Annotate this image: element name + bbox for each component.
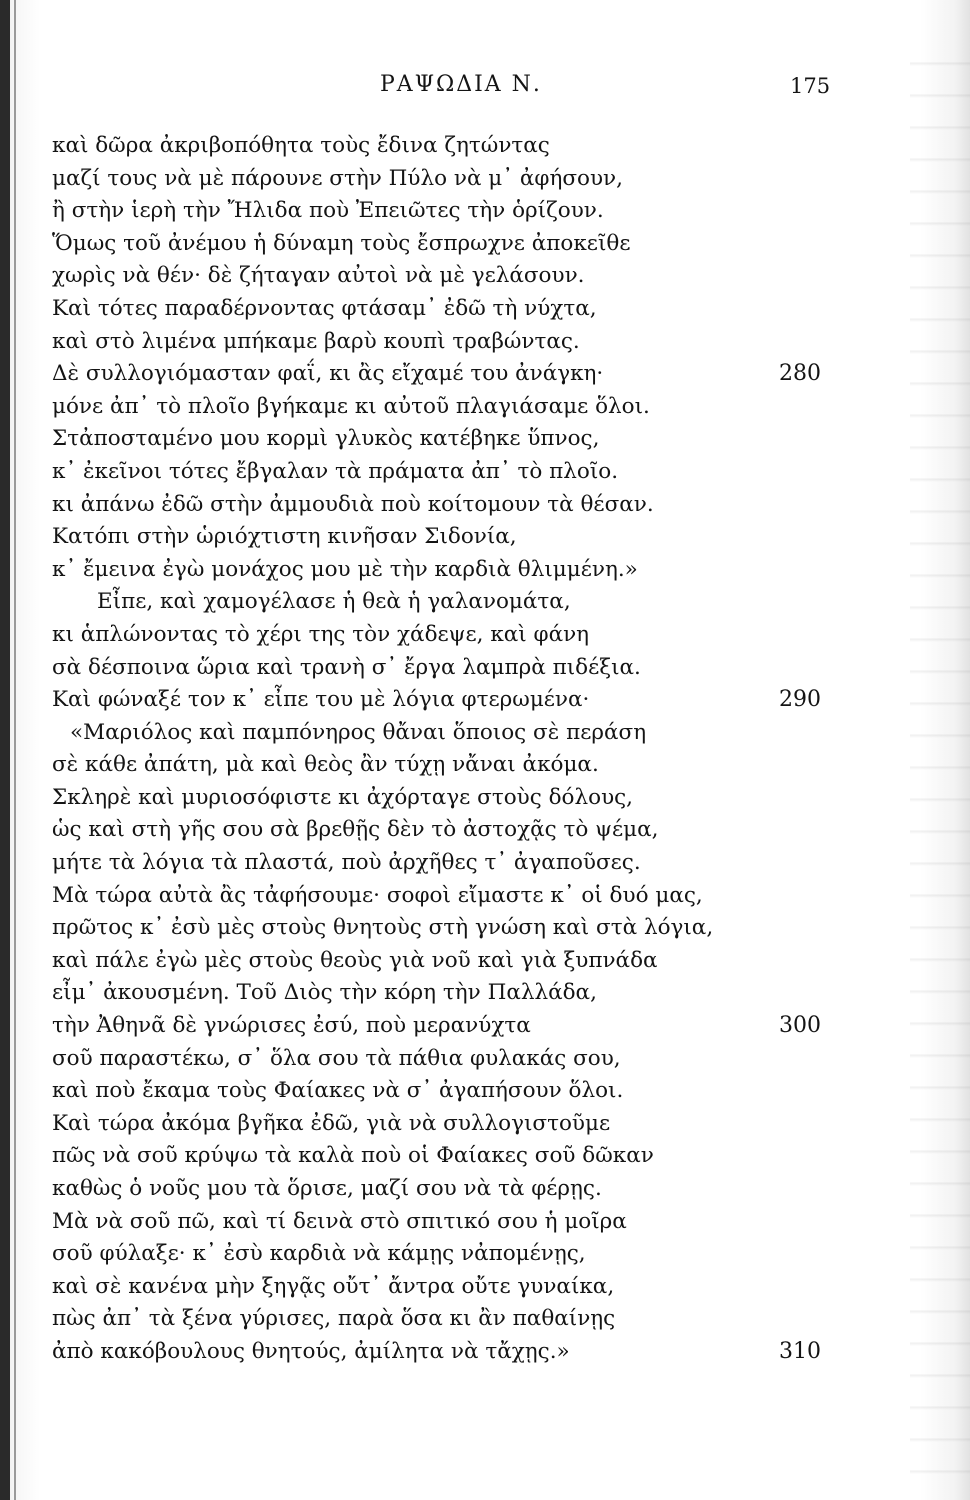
verse-text: ἢ στὴν ἱερὴ τὴν Ἤλιδα ποὺ Ἐπειῶτες τὴν ὁρίζουν.	[52, 198, 604, 224]
verse-line	[52, 423, 842, 456]
verse-text: «Μαριόλος καὶ παμπόνηρος θἄναι ὅποιος σὲ περάση	[70, 719, 647, 745]
verse-line	[52, 228, 842, 261]
verse-line	[52, 1336, 842, 1369]
verse-text: Μὰ νὰ σοῦ πῶ, καὶ τί δεινὰ στὸ σπιτικό σου ἡ μοῖρα	[52, 1208, 627, 1234]
verse-line	[52, 130, 842, 163]
verse-text: σοῦ παραστέκω, σ᾽ ὅλα σου τὰ πάθια φυλακάς σου,	[52, 1045, 621, 1071]
verse-line	[52, 717, 842, 750]
verse-line	[52, 749, 842, 782]
verse-text: Κατόπι στὴν ὡριόχτιστη κινῆσαν Σιδονία,	[52, 524, 517, 550]
verse-line	[52, 977, 842, 1010]
verse-text: Ὅμως τοῦ ἀνέμου ἡ δύναμη τοὺς ἔσπρωχνε ἀποκεῖθε	[52, 230, 631, 256]
verse-text: σὲ κάθε ἀπάτη, μὰ καὶ θεὸς ἂν τύχῃ νἄναι ἀκόμα.	[52, 752, 599, 778]
verse-text: καθὼς ὁ νοῦς μου τὰ ὅρισε, μαζί σου νὰ τὰ φέρῃς.	[52, 1176, 602, 1201]
running-header: ΡΑΨΩΔΙΑ Ν.	[380, 72, 542, 97]
verse-line	[52, 814, 842, 847]
verse-line	[52, 1108, 842, 1141]
verse-line	[52, 1043, 842, 1076]
verse-line	[52, 358, 842, 391]
verse-line	[52, 912, 842, 945]
verse-line	[52, 880, 842, 913]
verse-text: καὶ ποὺ ἔκαμα τοὺς Φαίακες νὰ σ᾽ ἀγαπήσουν ὅλοι.	[52, 1078, 624, 1104]
verse-text: πρῶτος κ᾽ ἐσὺ μὲς στοὺς θνητοὺς στὴ γνώση καὶ στὰ λόγια,	[52, 915, 714, 941]
line-number: 300	[779, 1013, 821, 1039]
verse-text: Καὶ φώναξέ τον κ᾽ εἶπε του μὲ λόγια φτερωμένα·	[52, 687, 590, 713]
verse-line	[52, 1271, 842, 1304]
verse-text: μήτε τὰ λόγια τὰ πλαστά, ποὺ ἀρχῆθες τ᾽ ἀγαποῦσες.	[52, 850, 641, 876]
verse-text: κι ἀπάνω ἐδῶ στὴν ἀμμουδιὰ ποὺ κοίτομουν τὰ θέσαν.	[52, 491, 654, 517]
verse-text: Εἶπε, καὶ χαμογέλασε ἡ θεὰ ἡ γαλανομάτα,	[97, 589, 571, 615]
verse-text: τὴν Ἀθηνᾶ δὲ γνώρισες ἐσύ, ποὺ μερανύχτα	[52, 1013, 531, 1039]
verse-text: Καὶ τώρα ἀκόμα βγῆκα ἐδῶ, γιὰ νὰ συλλογιστοῦμε	[52, 1110, 611, 1136]
verse-text: καὶ στὸ λιμένα μπήκαμε βαρὺ κουπὶ τραβώντας.	[52, 328, 580, 354]
verse-line	[52, 521, 842, 554]
verse-text: ὡς καὶ στὴ γῆς σου σὰ βρεθῇς δὲν τὸ ἀστοχᾷς τὸ ψέμα,	[52, 817, 659, 843]
show-through-bleed	[910, 40, 970, 1480]
verse-line	[52, 1075, 842, 1108]
verse-line	[52, 684, 842, 717]
verse-text: πῶς νὰ σοῦ κρύψω τὰ καλὰ ποὺ οἱ Φαίακες σοῦ δῶκαν	[52, 1143, 654, 1169]
verse-line	[52, 1303, 842, 1336]
verse-text: Δὲ συλλογιόμασταν φαΐ, κι ἂς εἴχαμέ του ἀνάγκη·	[52, 361, 604, 387]
verse-line	[52, 391, 842, 424]
verse-line	[52, 326, 842, 359]
page-binding-edge	[0, 0, 10, 1500]
verse-line	[52, 1010, 842, 1043]
page-number: 175	[790, 74, 831, 98]
line-number: 290	[779, 687, 821, 713]
verse-text: σὰ δέσποινα ὥρια καὶ τρανὴ σ᾽ ἔργα λαμπρὰ πιδέξια.	[52, 654, 641, 680]
verse-text: κ᾽ ἐκεῖνοι τότες ἔβγαλαν τὰ πράματα ἀπ᾽ τὸ πλοῖο.	[52, 458, 619, 484]
verse-text: εἶμ᾽ ἀκουσμένη. Τοῦ Διὸς τὴν κόρη τὴν Παλλάδα,	[52, 980, 597, 1006]
verse-text: καὶ δῶρα ἀκριβοπόθητα τοὺς ἔδινα ζητώντας	[52, 133, 550, 158]
verse-text: σοῦ φύλαξε· κ᾽ ἐσὺ καρδιὰ νὰ κάμῃς νἀπομένῃς,	[52, 1241, 586, 1267]
verse-line	[52, 260, 842, 293]
verse-text: κι ἁπλώνοντας τὸ χέρι της τὸν χάδεψε, καὶ φάνη	[52, 621, 590, 647]
verse-text: κ᾽ ἔμεινα ἐγὼ μονάχος μου μὲ τὴν καρδιὰ θλιμμένη.»	[52, 556, 638, 582]
verse-line	[52, 1238, 842, 1271]
verse-text: Μὰ τώρα αὐτὰ ἂς τἀφήσουμε· σοφοὶ εἴμαστε κ᾽ οἱ δυό μας,	[52, 882, 703, 908]
verse-line	[52, 782, 842, 815]
verse-line	[52, 1206, 842, 1239]
verse-text: μόνε ἀπ᾽ τὸ πλοῖο βγήκαμε κι αὐτοῦ πλαγιάσαμε ὅλοι.	[52, 393, 650, 419]
verse-line	[52, 554, 842, 587]
verse-line	[52, 652, 842, 685]
verse-text: μαζί τους νὰ μὲ πάρουνε στὴν Πύλο νὰ μ᾽ ἀφήσουν,	[52, 165, 623, 191]
page-binding-shadow	[14, 0, 16, 1500]
verse-line	[52, 1173, 842, 1206]
verse-block	[52, 130, 842, 1369]
verse-text: καὶ σὲ κανένα μὴν ξηγᾷς οὔτ᾽ ἄντρα οὔτε γυναίκα,	[52, 1273, 615, 1299]
line-number: 310	[779, 1338, 821, 1364]
verse-text: Στἀποσταμένο μου κορμὶ γλυκὸς κατέβηκε ὕπνος,	[52, 426, 600, 452]
verse-line	[52, 163, 842, 196]
verse-text: χωρὶς νὰ θέν· δὲ ζήταγαν αὐτοὶ νὰ μὲ γελάσουν.	[52, 263, 585, 289]
verse-text: πὼς ἀπ᾽ τὰ ξένα γύρισες, παρὰ ὅσα κι ἂν παθαίνῃς	[52, 1306, 616, 1332]
verse-text: ἀπὸ κακόβουλους θνητούς, ἀμίλητα νὰ τἄχῃς.»	[52, 1338, 570, 1364]
verse-line	[52, 1140, 842, 1173]
verse-line	[52, 456, 842, 489]
verse-line	[52, 619, 842, 652]
verse-line	[52, 586, 842, 619]
verse-text: Σκληρὲ καὶ μυριοσόφιστε κι ἀχόρταγε στοὺς δόλους,	[52, 784, 634, 810]
verse-line	[52, 489, 842, 522]
line-number: 280	[779, 361, 821, 387]
verse-line	[52, 945, 842, 978]
verse-text: Καὶ τότες παραδέρνοντας φτάσαμ᾽ ἐδῶ τὴ νύχτα,	[52, 295, 597, 321]
verse-line	[52, 195, 842, 228]
verse-line	[52, 847, 842, 880]
verse-text: καὶ πάλε ἐγὼ μὲς στοὺς θεοὺς γιὰ νοῦ καὶ γιὰ ξυπνάδα	[52, 947, 658, 973]
verse-line	[52, 293, 842, 326]
